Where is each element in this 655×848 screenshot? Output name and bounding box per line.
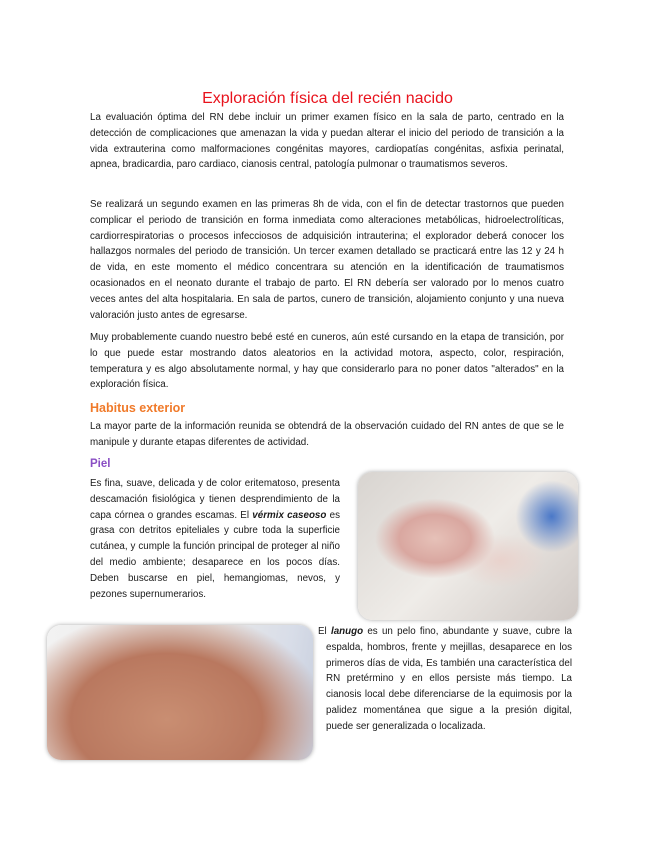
newborn-photo <box>358 472 578 620</box>
second-exam-paragraph: Se realizará un segundo examen en las primeras 8h de vida, con el fin de detectar trastornos que pueden complicar el periodo de transición en forma inmediata como alteraciones metabólicas, hidroelectrolíticas, cardiorrespiratorias o procesos infecciosos de adquisición intrauterina; el explorador deberá conocer los hallazgos normales del periodo de transición. Un tercer examen detallado se practicará entre las 12 y 24 h de vida, en este momento el médico concentrara su atención en la identificación de traumatismos ocasionados en el neonato durante el trabajo de parto. El RN debería ser valorado por lo menos cuatro veces antes del alta hospitalaria. En sala de partos, cunero de transición, alojamiento conjunto y una nueva valoración justo antes de egresarse. <box>90 199 564 321</box>
lanugo-back-photo <box>47 625 313 760</box>
intro-paragraph: La evaluación óptima del RN debe incluir un primer examen físico en la sala de parto, centrado en la detección de complicaciones que amenazan la vida y puedan alterar el inicio del periodo de transición a la vida extrauterina como malformaciones congénitas mayores, cardiopatías congénitas, asfixia perinatal, apnea, bradicardia, paro cardiaco, cianosis central, patología pulmonar o traumatismos severos. <box>90 112 564 171</box>
lanugo-text-cont: es un pelo fino, abundante y suave, cubre la espalda, hombros, frente y mejillas, desaparece en los primeros días de vida, Es también una característica del RN pretérmino y en ellos persiste más tiempo. La cianosis local debe diferenciarse de la equimosis por la palidez momentánea que sigue a la presión digital, puede ser generalizada o localizada. <box>326 626 572 732</box>
piel-heading: Piel <box>90 458 111 470</box>
transition-paragraph: Muy probablemente cuando nuestro bebé esté en cuneros, aún esté cursando en la etapa de transición, por lo que puede estar mostrando datos aleatorios en la actividad motora, aspecto, color, respiración, temperatura y es algo absolutamente normal, y hay que considerarlo para no poner datos "alterados" en la exploración física. <box>90 332 564 391</box>
page-title: Exploración física del recién nacido <box>202 90 453 107</box>
lanugo-text: El <box>318 626 331 637</box>
lanugo-term: lanugo <box>330 626 364 637</box>
lanugo-paragraph <box>318 624 572 735</box>
habitus-heading: Habitus exterior <box>90 401 186 415</box>
habitus-paragraph: La mayor parte de la información reunida se obtendrá de la observación cuidado del RN antes de que se le manipule y durante etapas diferentes de actividad. <box>90 421 564 448</box>
piel-paragraph <box>90 476 340 602</box>
piel-text: Es fina, suave, delicada y de color eritematoso, presenta descamación fisiológica y tienen desprendimiento de la capa córnea o grandes escamas. El <box>90 478 340 521</box>
piel-term: vérmix caseoso <box>252 509 327 521</box>
piel-text-cont: es grasa con detritos epiteliales y cubre toda la superficie cutánea, y cumple la función principal de proteger al niño del medio ambiente; desaparece en los pocos días. Deben buscarse en piel, hemangiomas, nevos, y pezones supernumerarios. <box>90 509 340 600</box>
